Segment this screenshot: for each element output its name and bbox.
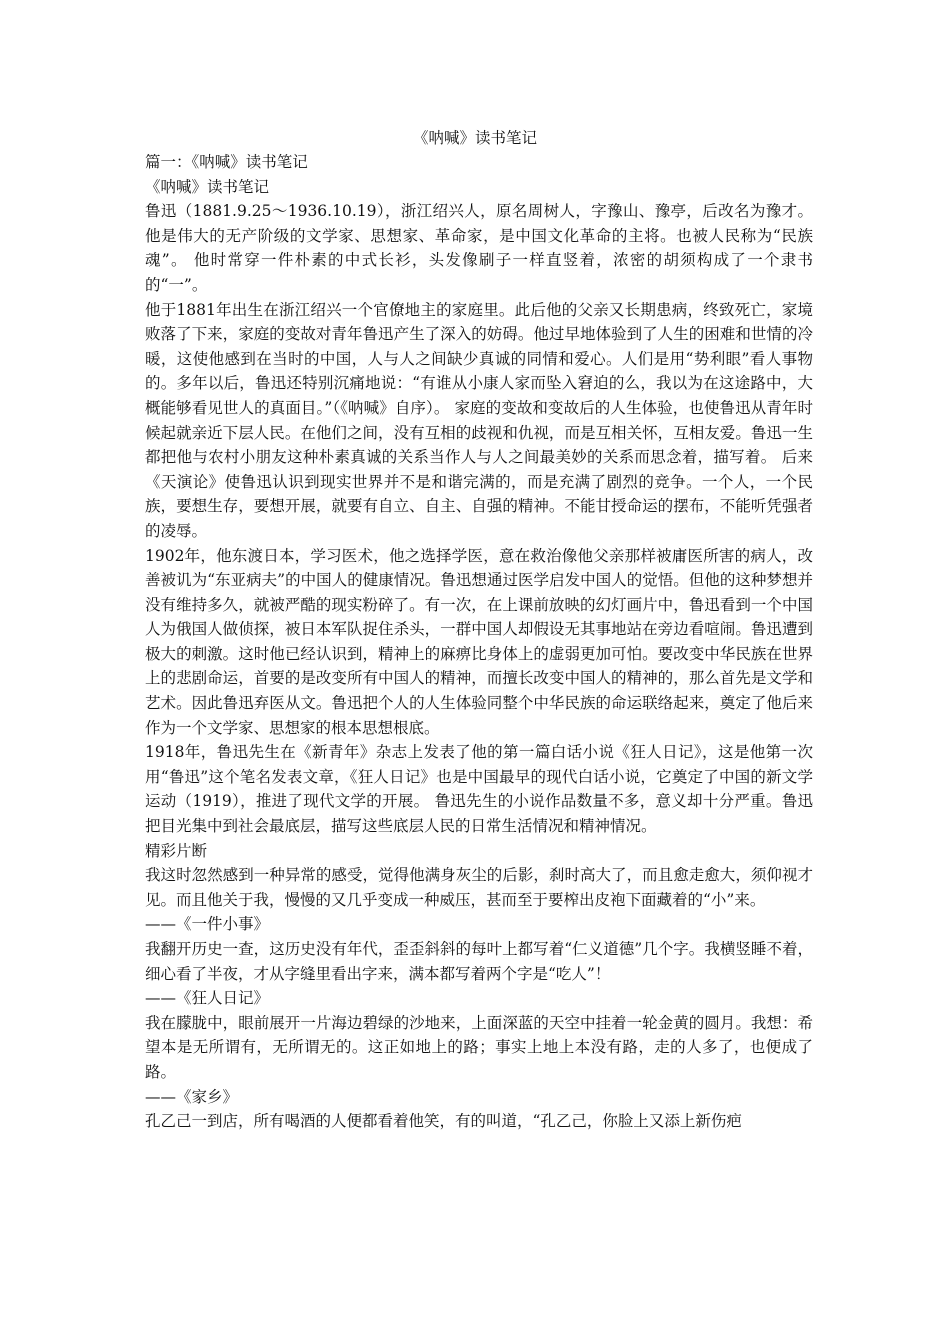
quote: 我在朦胧中，眼前展开一片海边碧绿的沙地来，上面深蓝的天空中挂着一轮金黄的圆月。我想：希望本是无所谓有，无所谓无的。这正如地上的路；事实上地上本没有路，走的人多了，也便成了路。 (145, 1013, 813, 1081)
quote-source: ——《狂人日记》 (145, 989, 270, 1008)
subtitle: 《呐喊》读书笔记 (145, 177, 270, 196)
quote: 我这时忽然感到一种异常的感受，觉得他满身灰尘的后影，刹时高大了，而且愈走愈大，须仰视才见。而且他关于我，慢慢的又几乎变成一种威压，甚而至于要榨出皮袍下面藏着的“小”来。 (145, 866, 813, 909)
quote: 孔乙己一到店，所有喝酒的人便都看着他笑，有的叫道，“孔乙己，你脸上又添上新伤疤 (145, 1112, 742, 1131)
document-title: 《呐喊》读书笔记 (412, 129, 537, 147)
quote-source: ——《一件小事》 (145, 915, 270, 934)
paragraph: 1902年，他东渡日本，学习医术，他之选择学医，意在救治像他父亲那样被庸医所害的病人，改善被讥为“东亚病夫”的中国人的健康情况。鲁迅想通过医学启发中国人的觉悟。但他的这种梦想并没有维持多久，就被严酷的现实粉碎了。有一次，在上课前放映的幻灯画片中，鲁迅看到一个中国人为俄国人做侦探，被日本军队捉住杀头，一群中国人却假设无其事地站在旁边看喧闹。鲁迅遭到极大的刺激。这时他已经认识到，精神上的麻痹比身体上的虚弱更加可怕。要改变中华民族在世界上的悲剧命运，首要的是改变所有中国人的精神，而擅长改变中国人的精神的，那么首先是文学和艺术。因此鲁迅弃医从文。鲁迅把个人的人生体验同整个中华民族的命运联络起来，奠定了他后来作为一个文学家、思想家的根本思想根底。 (145, 546, 813, 737)
paragraph: 他于1881年出生在浙江绍兴一个官僚地主的家庭里。此后他的父亲又长期患病，终致死亡，家境败落了下来，家庭的变故对青年鲁迅产生了深入的妨碍。他过早地体验到了人生的困难和世情的冷暖，这使他感到在当时的中国，人与人之间缺少真诚的同情和爱心。人们是用“势利眼”看人事物的。多年以后，鲁迅还特别沉痛地说：“有谁从小康人家而坠入窘迫的么，我以为在这途路中，大概能够看见世人的真面目。”（《呐喊》自序）。 家庭的变故和变故后的人生体验，也使鲁迅从青年时候起就亲近下层人民。在他们之间，没有互相的歧视和仇视，而是互相关怀，互相友爱。鲁迅一生都把他与农村小朋友这种朴素真诚的关系当作人与人之间最美妙的关系而思念着，描写着。 后来《天演论》使鲁迅认识到现实世界并不是和谐完满的，而是充满了剧烈的竞争。一个人，一个民族，要想生存，要想开展，就要有自立、自主、自强的精神。不能甘授命运的摆布，不能听凭强者的凌辱。 (145, 300, 813, 540)
document-body (145, 150, 813, 1134)
quote-source: ——《家乡》 (145, 1087, 239, 1106)
excerpt-heading: 精彩片断 (145, 841, 208, 860)
quote: 我翻开历史一查，这历史没有年代，歪歪斜斜的每叶上都写着“仁义道德”几个字。我横竖睡不着，细心看了半夜，才从字缝里看出字来，满本都写着两个字是“吃人”！ (145, 940, 813, 983)
paragraph: 1918年，鲁迅先生在《新青年》杂志上发表了他的第一篇白话小说《狂人日记》，这是他第一次用“鲁迅”这个笔名发表文章，《狂人日记》也是中国最早的现代白话小说，它奠定了中国的新文学运动（1919），推进了现代文学的开展。 鲁迅先生的小说作品数量不多，意义却十分严重。鲁迅把目光集中到社会最底层，描写这些底层人民的日常生活情况和精神情况。 (145, 743, 813, 836)
section-heading: 篇一：《呐喊》读书笔记 (145, 153, 308, 171)
paragraph: 鲁迅（1881.9.25～1936.10.19），浙江绍兴人，原名周树人，字豫山、豫亭，后改名为豫才。他是伟大的无产阶级的文学家、思想家、革命家，是中国文化革命的主将。也被人民称为“民族魂”。 他时常穿一件朴素的中式长衫，头发像刷子一样直竖着，浓密的胡须构成了一个隶书的“一”。 (145, 202, 813, 294)
